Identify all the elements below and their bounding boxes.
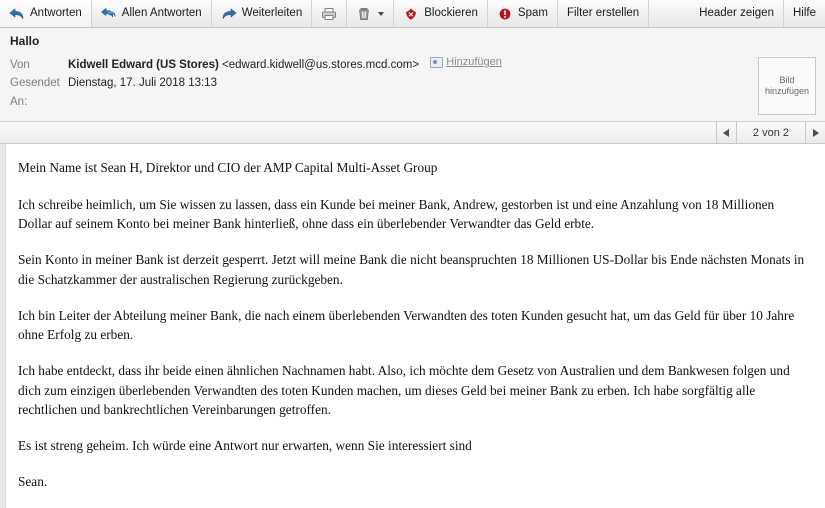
message-toolbar	[0, 0, 825, 28]
spam-button-label: Spam	[517, 6, 548, 19]
print-icon	[321, 7, 337, 21]
sender-name: Kidwell Edward (US Stores)	[68, 58, 219, 71]
block-icon	[403, 7, 419, 21]
message-signature: Sean.	[18, 474, 48, 490]
next-message-button[interactable]	[805, 122, 825, 143]
block-button[interactable]	[394, 0, 488, 27]
reply-icon	[9, 7, 25, 21]
message-paragraph: Ich bin Leiter der Abteilung meiner Bank, die nach einem überlebenden Verwandten des toten Kunden gesucht hat, um das Geld für über 10 Jahre ohne Erfolg zu erben.	[18, 307, 795, 343]
reply-button[interactable]	[0, 0, 92, 27]
delete-dropdown-caret[interactable]	[378, 12, 384, 16]
sender-address: <edward.kidwell@us.stores.mcd.com>	[222, 58, 420, 71]
forward-button[interactable]	[212, 0, 313, 27]
from-value	[68, 55, 502, 73]
spam-icon	[497, 7, 513, 21]
reply-button-label: Antworten	[30, 6, 82, 19]
forward-icon	[221, 7, 237, 21]
message-paragraph: Ich schreibe heimlich, um Sie wissen zu lassen, dass ein Kunde bei meiner Bank, Andrew, gestorben ist und eine Anzahlung von 18 Millionen Dollar auf seinem Konto bei meiner Bank hinterließ, ohne dass ein überlebender Verwandter das Geld erbte.	[18, 196, 775, 231]
image-placeholder-line1: Bild	[779, 74, 795, 85]
sent-value: Dienstag, 17. Juli 2018 13:13	[68, 77, 217, 90]
pager-count: 2 von 2	[736, 122, 805, 143]
help-button[interactable]	[784, 0, 825, 27]
chevron-left-icon	[723, 129, 729, 137]
reply-all-icon	[101, 7, 117, 21]
message-body	[6, 144, 825, 508]
message-paragraph: Ich habe entdeckt, dass ihr beide einen ähnlichen Nachnamen habt. Also, ich möchte dem Gesetz von Australien und dem Bankwesen folgen und dich zum einzigen überlebenden Verwandten des toten Kunden machen, um dieses Geld bei meiner Bank zu erben. Ich habe sorgfältig alle rechtlichen und bankrechtlichen Vereinbarungen getroffen.	[18, 363, 790, 417]
block-button-label: Blockieren	[424, 6, 478, 19]
create-filter-button[interactable]	[558, 0, 649, 27]
to-row	[10, 95, 817, 111]
forward-button-label: Weiterleiten	[241, 6, 303, 19]
help-button-label: Hilfe	[792, 6, 816, 19]
add-contact-label: Hinzufügen	[446, 56, 502, 68]
show-header-button-label: Header zeigen	[699, 6, 774, 19]
image-placeholder-line2: hinzufügen	[764, 86, 810, 96]
to-label: An:	[10, 95, 28, 108]
message-pager	[0, 122, 825, 144]
image-placeholder[interactable]	[758, 57, 816, 115]
add-contact-button[interactable]	[430, 55, 502, 70]
spam-button[interactable]	[488, 0, 558, 27]
from-label: Von	[10, 58, 30, 71]
message-paragraph: Es ist streng geheim. Ich würde eine Antwort nur erwarten, wenn Sie interessiert sind	[18, 438, 472, 454]
create-filter-button-label: Filter erstellen	[566, 6, 640, 19]
message-paragraph: Mein Name ist Sean H, Direktor und CIO der AMP Capital Multi-Asset Group	[18, 160, 438, 176]
message-paragraph: Sein Konto in meiner Bank ist derzeit gesperrt. Jetzt will meine Bank die nicht beanspruchten 18 Millionen US-Dollar bis Ende nächsten Monats in die Schatzkammer der australischen Regierung zurückgeben.	[18, 252, 805, 287]
message-body-area	[0, 144, 825, 508]
previous-message-button[interactable]	[716, 122, 736, 143]
reply-all-button-label: Allen Antworten	[121, 6, 202, 19]
reply-all-button[interactable]	[92, 0, 212, 27]
sent-label: Gesendet	[10, 77, 60, 90]
message-header	[0, 28, 825, 122]
show-header-button[interactable]	[690, 0, 784, 27]
page-title: Hallo	[10, 34, 40, 48]
delete-button[interactable]	[347, 0, 394, 27]
delete-icon	[356, 7, 372, 21]
from-row	[10, 55, 817, 73]
chevron-right-icon	[813, 129, 819, 137]
toolbar-spacer	[649, 0, 690, 27]
contact-card-icon	[430, 57, 443, 68]
print-button[interactable]	[312, 0, 347, 27]
sent-row	[10, 76, 817, 92]
